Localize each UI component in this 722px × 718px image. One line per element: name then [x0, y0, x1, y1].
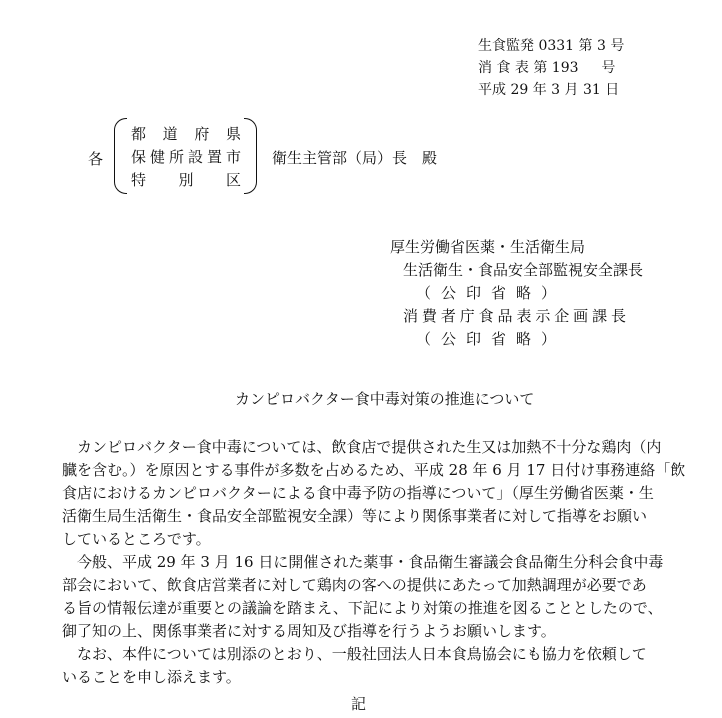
body-line: しているところです。: [62, 530, 211, 548]
sender-division-head: 生活衛生・食品安全部監視安全課長: [403, 261, 644, 279]
notes-heading: 記: [351, 695, 367, 713]
addressee-recipient: 都道府県: [131, 125, 241, 143]
body-line: なお、本件については別添のとおり、一般社団法人日本食鳥協会にも協力を依頼して: [62, 645, 647, 663]
addressee-recipient: 特別区: [131, 171, 241, 189]
body-line: る旨の情報伝達が重要との議論を踏まえ、下記により対策の推進を図ることとしたので、: [62, 599, 663, 617]
addressee-title: 衛生主管部（局）長 殿: [272, 149, 438, 167]
body-line: 今般、平成 29 年 3 月 16 日に開催された薬事・食品衛生審議会食品衛生分科会食中毒: [62, 553, 664, 571]
document-date: 平成 29 年 3 月 31 日: [478, 82, 620, 98]
document-subject: カンピロバクター食中毒対策の推進について: [235, 390, 535, 408]
body-line: 部会において、飲食店営業者に対して鶏肉の客への提供にあたって加熱調理が必要であ: [62, 576, 647, 594]
body-line: 御了知の上、関係事業者に対する周知及び指導を行うようお願いします。: [62, 622, 556, 640]
sender-seal-omitted: （公印省略）: [416, 284, 556, 302]
addressee-bracket-right: [244, 118, 257, 194]
document-number: 生食監発 0331 第 3 号: [478, 38, 625, 54]
sender-seal-omitted: （公印省略）: [416, 330, 556, 348]
sender-agency-head: 消費者庁食品表示企画課長: [403, 307, 626, 325]
sender-bureau: 厚生労働省医薬・生活衛生局: [390, 238, 586, 256]
body-line: カンピロバクター食中毒については、飲食店で提供された生又は加熱不十分な鶏肉（内: [62, 438, 662, 456]
addressee-recipient: 保健所設置市: [131, 148, 241, 166]
body-line: 活衛生局生活衛生・食品安全部監視安全課）等により関係事業者に対して指導をお願い: [62, 507, 648, 525]
addressee-bracket-left: [114, 118, 127, 194]
body-line: 食店におけるカンピロバクターによる食中毒予防の指導について」（厚生労働省医薬・生: [62, 484, 654, 502]
body-line: いることを申し添えます。: [62, 668, 241, 686]
document-number-secondary: 消 食 表 第 193 号: [478, 60, 616, 76]
addressee-each: 各: [88, 150, 104, 168]
body-line: 臓を含む。）を原因とする事件が多数を占めるため、平成 28 年 6 月 17 日付け事務連絡「飲: [62, 461, 686, 479]
